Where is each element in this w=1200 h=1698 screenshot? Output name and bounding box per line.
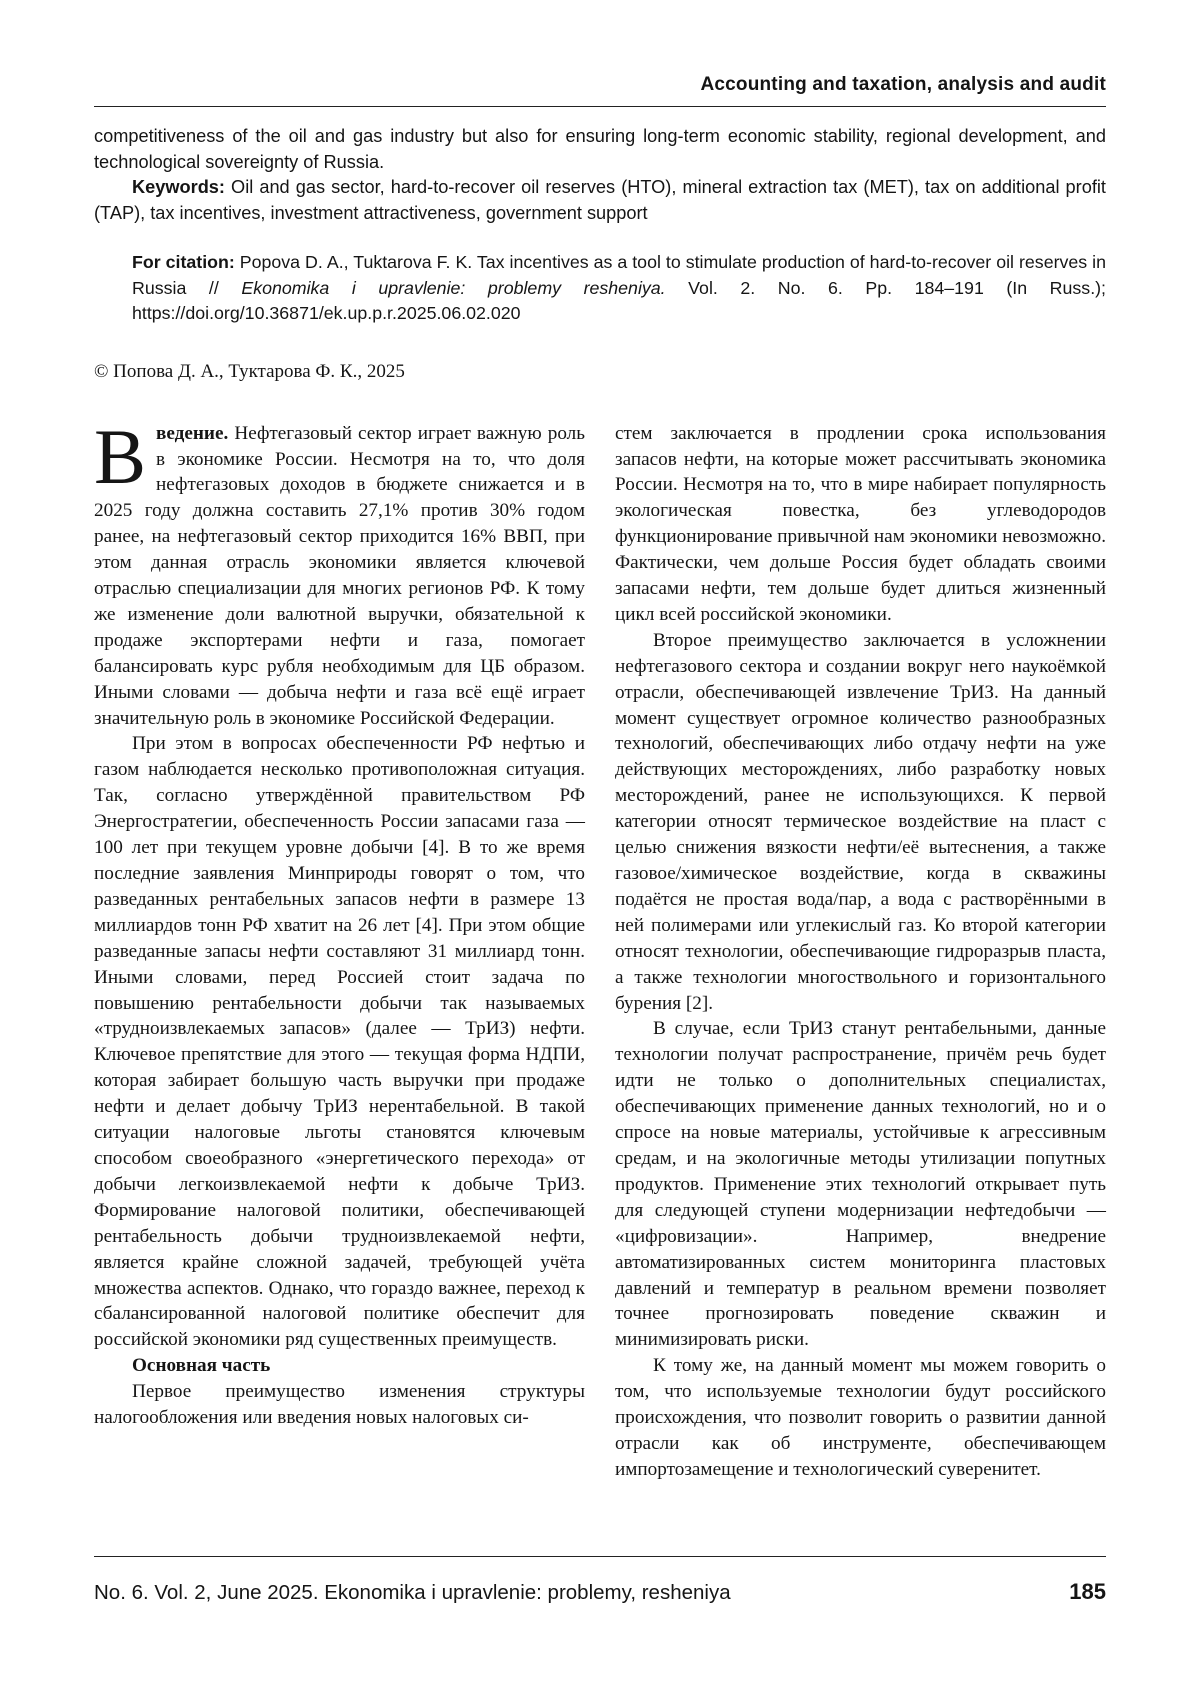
header-rule: [94, 106, 1106, 107]
citation-block: [132, 250, 1106, 326]
two-column-body: [94, 412, 1106, 1483]
keywords-text: Oil and gas sector, hard-to-recover oil reserves (HTO), mineral extraction tax (MET), tax on additional profit (TAP), tax incentives, investment attractiveness, government support: [94, 177, 1106, 223]
body-paragraph: В случае, если ТрИЗ станут рентабельными, данные технологии получат распространение, причём речь будет идти не только о дополнительных специалистах, обеспечивающих применение данных технологий, но и о спросе на новые материалы, устойчивые к агрессивным средам, и на экологичные методы утилизации попутных продуктов. Применение этих технологий открывает путь для следующей ступени модернизации нефтедобычи — «цифровизации». Например, внедрение автоматизированных систем мониторинга пластовых давлений и температур в реальном времени позволяет точнее прогнозировать поведение скважин и минимизировать риски.: [615, 1018, 1106, 1351]
body-paragraph: К тому же, на данный момент мы можем говорить о том, что используемые технологии будут российского происхождения, что позволит говорить о развитии данной отрасли как об инструменте, обеспечивающем импортозамещение и технологический суверенитет.: [615, 1355, 1106, 1480]
left-column: [94, 412, 585, 1483]
intro-paragraph: [94, 412, 585, 732]
citation-label: For citation:: [132, 252, 235, 273]
abstract-continuation: competitiveness of the oil and gas industry but also for ensuring long-term economic stability, regional development, and technological sovereignty of Russia.: [94, 126, 1106, 172]
body-paragraph: При этом в вопросах обеспеченности РФ нефтью и газом наблюдается несколько противоположная ситуация. Так, согласно утверждённой правительством РФ Энергостратегии, обеспеченность России запасами газа — 100 лет при текущем уровне добычи [4]. В то же время последние заявления Минприроды говорят о том, что разведанных рентабельных запасов нефти в размере 13 миллиардов тонн РФ хватит на 26 лет [4]. При этом общие разведанные запасы нефти составляют 31 миллиард тонн. Иными словами, перед Россией стоит задача по повышению рентабельности добычи так называемых «трудноизвлекаемых запасов» (далее — ТрИЗ) нефти. Ключевое препятствие для этого — текущая форма НДПИ, которая забирает большую часть выручки при продаже нефти и делает добычу ТрИЗ нерентабельной. В такой ситуации налоговые льготы становятся ключевым способом своеобразного «энергетического перехода» от добычи легкоизвлекаемой нефти к добыче ТрИЗ. Формирование налоговой политики, обеспечивающей рентабельность добычи трудноизвлекаемой нефти, является крайне сложной задачей, требующей учёта множества аспектов. Однако, что гораздо важнее, переход к сбалансированной налоговой политике обеспечит для российской экономики ряд существенных преимуществ.: [94, 733, 585, 1351]
page-number: 185: [1069, 1579, 1106, 1604]
citation-journal-title: Ekonomika i upravlenie: problemy resheniya.: [241, 277, 666, 298]
copyright-line: © Попова Д. А., Туктарова Ф. К., 2025: [94, 360, 405, 382]
citation-volume-pages: Vol. 2. No. 6. Pp. 184–191 (In Russ.);: [665, 277, 1106, 298]
body-paragraph-continuation: стем заключается в продлении срока использования запасов нефти, на которые может рассчитывать экономика России. Несмотря на то, что в мире набирает популярность экологическая повестка, без углеводородов функционирование привычной нам экономики невозможно. Фактически, чем дольше Россия будет обладать своими запасами нефти, тем дольше будет длиться жизненный цикл всей российской экономики.: [615, 422, 1106, 625]
keywords-paragraph: [94, 175, 1106, 226]
right-column: [615, 421, 1106, 1483]
doi-link[interactable]: https://doi.org/10.36871/ek.up.p.r.2025.06.02.020: [132, 303, 521, 324]
intro-text: Нефтегазовый сектор играет важную роль в экономике России. Несмотря на то, что доля нефтегазовых доходов в бюджете снижается и в 2025 году должна составить 27,1% против 30% годом ранее, на нефтегазовый сектор приходится 16% ВВП, при этом данная отрасль экономики является ключевой отраслью специализации для многих регионов РФ. К тому же изменение доли валютной выручки, обязательной к продаже экспортерами нефти и газа, помогает балансировать курс рубля необходимым для ЦБ образом. Иными словами — добыча нефти и газа всё ещё играет значительную роль в экономике Российской Федерации.: [94, 422, 585, 729]
footer-journal-info: No. 6. Vol. 2, June 2025. Ekonomika i upravlenie: problemy, resheniya: [94, 1581, 731, 1604]
drop-cap: В: [94, 412, 147, 500]
section-heading-main-part: Основная часть: [132, 1355, 271, 1377]
body-paragraph: Второе преимущество заключается в усложнении нефтегазового сектора и создании вокруг него наукоёмкой отрасли, обеспечивающей извлечение ТрИЗ. На данный момент существует огромное количество разнообразных технологий, обеспечивающих либо отдачу нефти на уже действующих месторождениях, либо разработку новых месторождений, ранее не использующихся. К первой категории относят термическое воздействие на пласт с целью снижения вязкости нефти/её вытеснения, а также газовое/химическое воздействие, когда в скважины подаётся не простая вода/пар, а вода с растворёнными в ней полимерами или углекислый газ. Ко второй категории относят технологии, обеспечивающие гидроразрыв пласта, а также технологии многоствольного и горизонтального бурения [2].: [615, 629, 1106, 1014]
intro-bold-label: ведение.: [156, 422, 229, 444]
page-footer: [94, 1556, 1106, 1605]
body-paragraph: Первое преимущество изменения структуры налогообложения или введения новых налоговых си-: [94, 1381, 585, 1429]
running-head: Accounting and taxation, analysis and audit: [700, 74, 1106, 95]
footer-rule: [94, 1556, 1106, 1557]
citation-text: Popova D. A., Tuktarova F. K. Tax incentives as a tool to stimulate production of hard-to-recover oil reserves in Russia //: [132, 252, 1106, 298]
keywords-label: Keywords:: [132, 177, 225, 198]
